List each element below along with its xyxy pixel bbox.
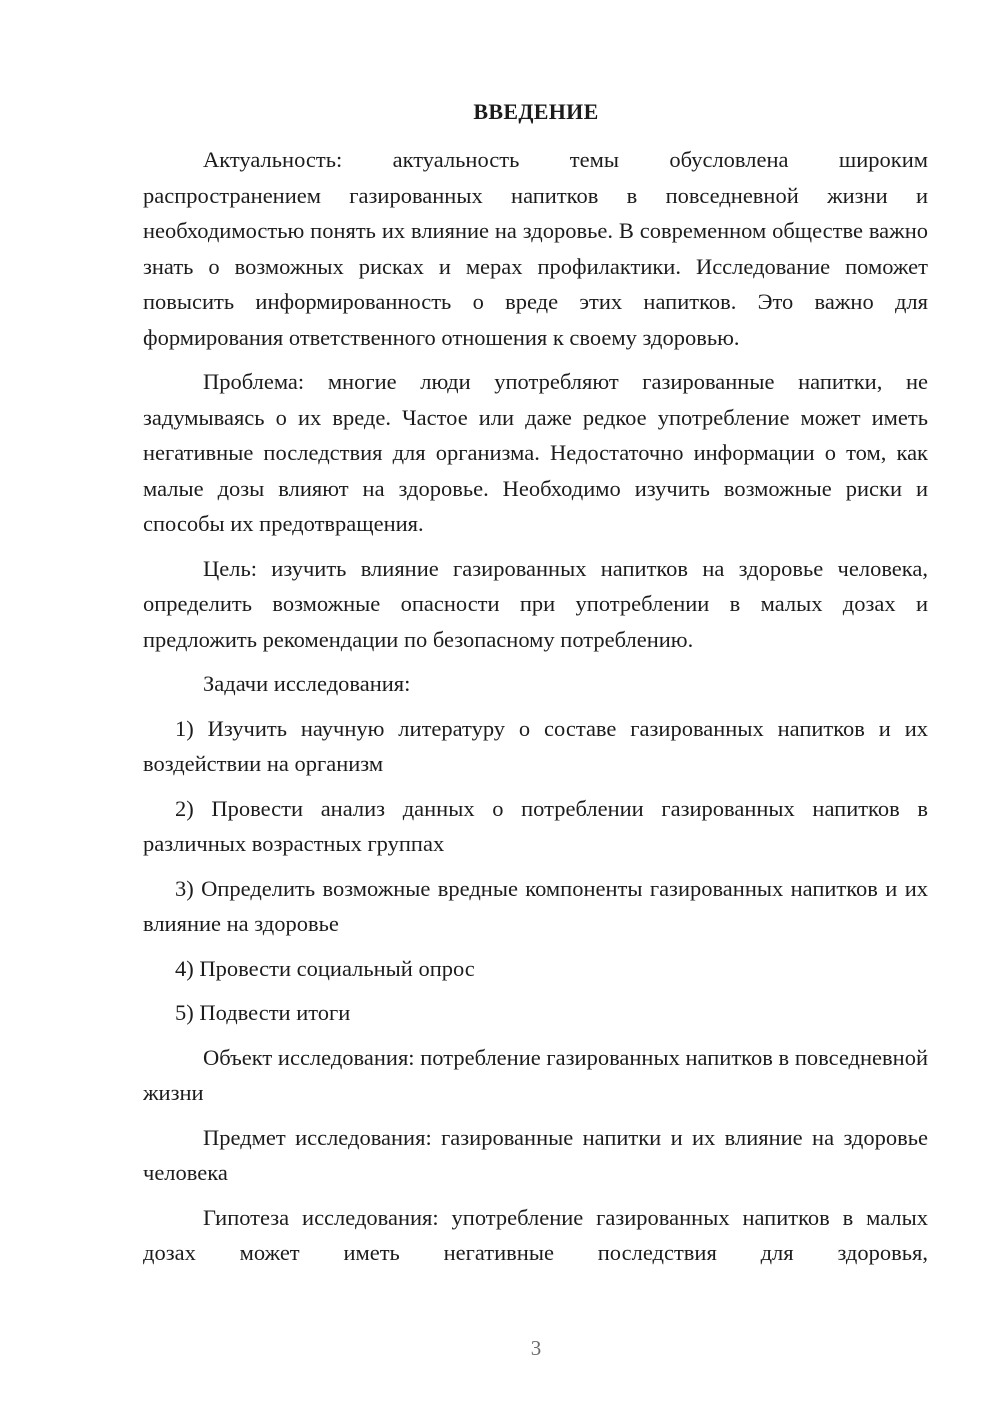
- problem-paragraph: Проблема: многие люди употребляют газированные напитки, не задумываясь о их вреде. Частое или даже редкое употребление может иметь негативные последствия для организма. Недостаточно информации о том, как малые дозы влияют на здоровье. Необходимо изучить возможные риски и способы их предотвращения.: [143, 369, 928, 536]
- goal-paragraph: Цель: изучить влияние газированных напитков на здоровье человека, определить возможные опасности при употреблении в малых дозах и предложить рекомендации по безопасному потреблению.: [143, 555, 928, 652]
- body-text: [143, 142, 928, 1271]
- relevance-paragraph: Актуальность: актуальность темы обусловлена широким распространением газированных напитков в повседневной жизни и необходимостью понять их влияние на здоровье. В современном обществе важно знать о возможных рисках и мерах профилактики. Исследование поможет повысить информированность о вреде этих напитков. Это важно для формирования ответственного отношения к своему здоровью.: [143, 147, 928, 350]
- task-item-4: 4) Провести социальный опрос: [175, 955, 475, 981]
- task-item-1: 1) Изучить научную литературу о составе газированных напитков и их воздействии на организм: [143, 715, 928, 776]
- subject-paragraph: Предмет исследования: газированные напитки и их влияние на здоровье человека: [143, 1124, 928, 1185]
- object-paragraph: Объект исследования: потребление газированных напитков в повседневной жизни: [143, 1044, 928, 1105]
- task-item-5: 5) Подвести итоги: [175, 1000, 351, 1025]
- page-number: 3: [530, 1336, 542, 1360]
- tasks-title: Задачи исследования:: [203, 671, 411, 696]
- task-item-2: 2) Провести анализ данных о потреблении газированных напитков в различных возрастных группах: [143, 795, 928, 856]
- section-heading: ВВЕДЕНИЕ: [473, 99, 599, 124]
- hypothesis-paragraph: Гипотеза исследования: употребление газированных напитков в малых дозах может иметь негативные последствия для здоровья,: [143, 1204, 928, 1265]
- task-item-3: 3) Определить возможные вредные компоненты газированных напитков и их влияние на здоровье: [143, 875, 928, 936]
